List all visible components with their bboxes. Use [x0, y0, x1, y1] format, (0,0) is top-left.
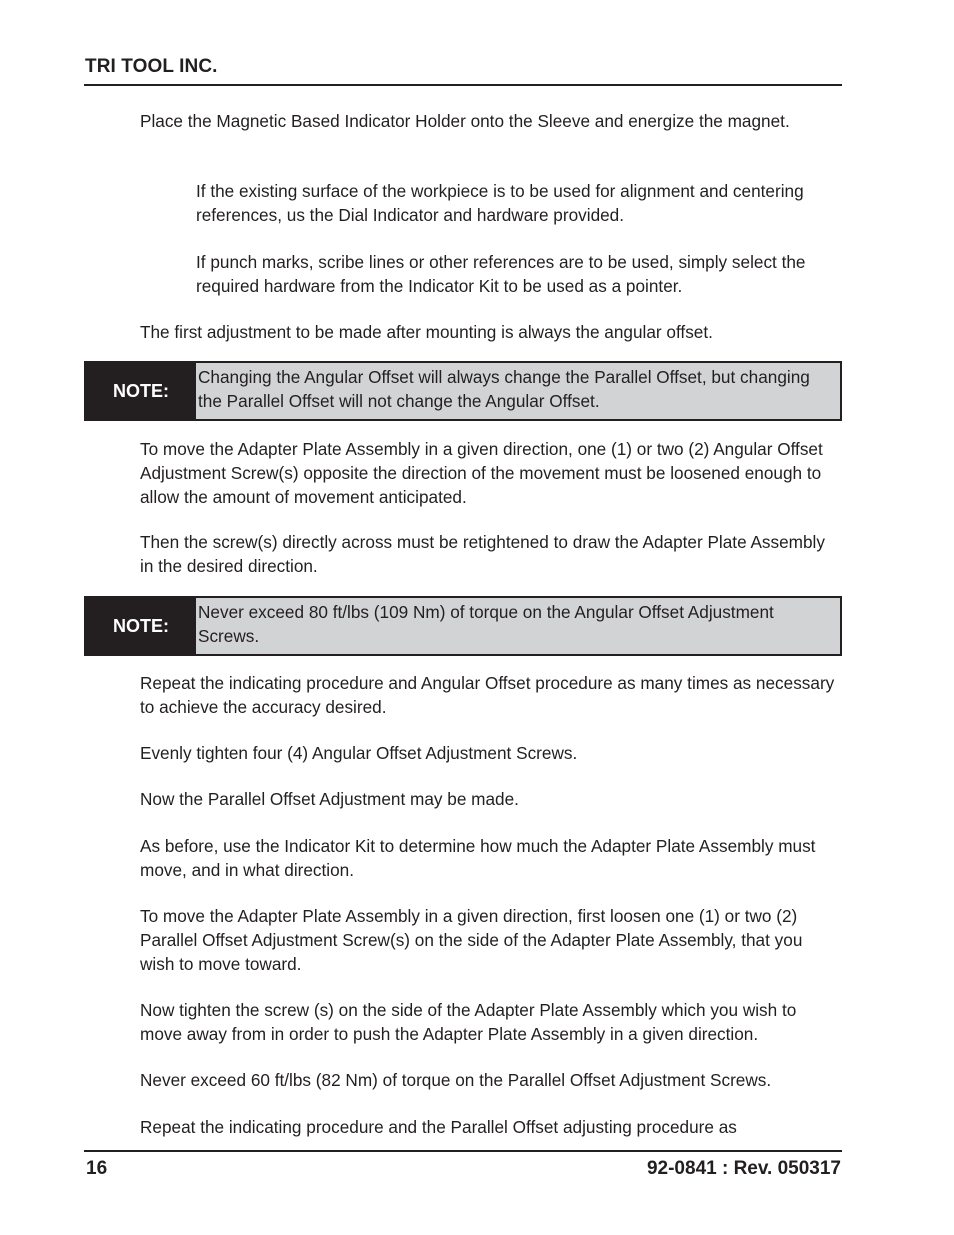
note-text: Never exceed 80 ft/lbs (109 Nm) of torque on the Angular Offset Adjustment Screws. — [196, 598, 840, 654]
header-divider — [84, 84, 842, 86]
note-box-angular-parallel — [84, 361, 842, 421]
footer-divider — [84, 1150, 842, 1152]
paragraph-tighten-screw: Now tighten the screw (s) on the side of the Adapter Plate Assembly which you wish to move away from in order to push the Adapter Plate Assembly in a given direction. — [140, 1000, 797, 1044]
paragraph-punch-marks: If punch marks, scribe lines or other references are to be used, simply select the required hardware from the Indicator Kit to be used as a pointer. — [196, 252, 806, 296]
paragraph-first-adjustment: The first adjustment to be made after mounting is always the angular offset. — [140, 322, 713, 342]
company-name: TRI TOOL INC. — [85, 56, 218, 77]
paragraph-parallel-torque: Never exceed 60 ft/lbs (82 Nm) of torque on the Parallel Offset Adjustment Screws. — [140, 1070, 772, 1090]
paragraph-retighten: Then the screw(s) directly across must be retightened to draw the Adapter Plate Assembly in the desired direction. — [140, 532, 825, 576]
paragraph-repeat-parallel: Repeat the indicating procedure and the Parallel Offset adjusting procedure as — [140, 1117, 737, 1137]
paragraph-magnetic-holder: Place the Magnetic Based Indicator Holder onto the Sleeve and energize the magnet. — [140, 111, 790, 131]
paragraph-move-adapter-angular: To move the Adapter Plate Assembly in a given direction, one (1) or two (2) Angular Offset Adjustment Screw(s) opposite the direction of the movement must be loosened enough to allow the amount of movement anticipated. — [140, 439, 823, 507]
paragraph-parallel-offset: Now the Parallel Offset Adjustment may be made. — [140, 789, 519, 809]
note-box-angular-torque — [84, 596, 842, 656]
paragraph-repeat-angular: Repeat the indicating procedure and Angular Offset procedure as many times as necessary to achieve the accuracy desired. — [140, 673, 835, 717]
note-label: NOTE: — [86, 598, 196, 654]
paragraph-existing-surface: If the existing surface of the workpiece is to be used for alignment and centering references, us the Dial Indicator and hardware provided. — [196, 181, 804, 225]
paragraph-indicator-kit: As before, use the Indicator Kit to determine how much the Adapter Plate Assembly must move, and in what direction. — [140, 836, 816, 880]
paragraph-move-adapter-parallel: To move the Adapter Plate Assembly in a given direction, first loosen one (1) or two (2) Parallel Offset Adjustment Screw(s) on the side of the Adapter Plate Assembly, that you wish to move toward. — [140, 906, 803, 974]
document-number: 92-0841 : Rev. 050317 — [646, 1158, 841, 1179]
note-label: NOTE: — [86, 363, 196, 419]
paragraph-evenly-tighten: Evenly tighten four (4) Angular Offset Adjustment Screws. — [140, 743, 578, 763]
note-text: Changing the Angular Offset will always change the Parallel Offset, but changing the Parallel Offset will not change the Angular Offset. — [196, 363, 840, 419]
page-number: 16 — [86, 1158, 108, 1179]
